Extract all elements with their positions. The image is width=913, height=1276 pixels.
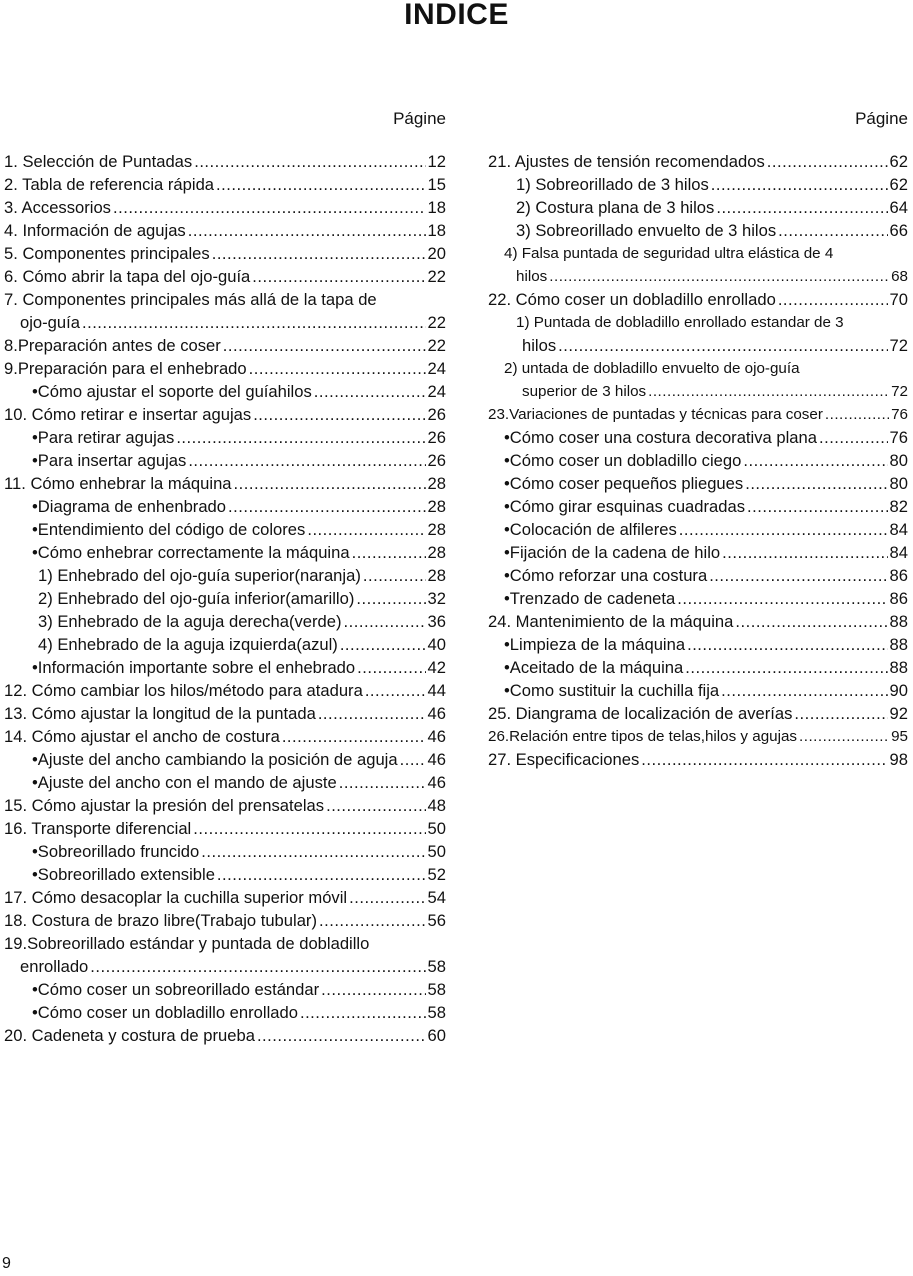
toc-entry-title: 2) Costura plana de 3 hilos	[516, 198, 715, 217]
toc-entry-page: 46	[427, 727, 446, 746]
dot-leader	[722, 541, 887, 564]
dot-leader	[228, 495, 426, 518]
toc-entry-page: 28	[427, 566, 446, 585]
dot-leader	[194, 150, 425, 173]
toc-entry-title: 15. Cómo ajustar la presión del prensatelas	[4, 796, 325, 815]
toc-entry-title: •Diagrama de enhenbrado	[32, 497, 227, 516]
dot-leader	[90, 955, 425, 978]
toc-entry-page: 28	[427, 474, 446, 493]
toc-entry-page: 68	[891, 268, 908, 285]
dot-leader	[314, 380, 426, 403]
toc-entry-page: 84	[889, 543, 908, 562]
toc-entry-title: 23.Variaciones de puntadas y técnicas para coser	[488, 406, 823, 423]
dot-leader	[365, 679, 426, 702]
dot-leader	[687, 633, 887, 656]
toc-right-column	[488, 108, 908, 771]
toc-entry-title: 2. Tabla de referencia rápida	[4, 175, 215, 194]
toc-entry-title: •Cómo ajustar el soporte del guíahilos	[32, 382, 312, 401]
toc-entry-title: 25. Diangrama de localización de averías	[488, 704, 793, 723]
toc-entry-title: 13. Cómo ajustar la longitud de la puntada	[4, 704, 316, 723]
toc-entry-title: •Cómo coser un sobreorillado estándar	[32, 980, 320, 999]
toc-entry	[488, 633, 908, 656]
dot-leader	[339, 771, 426, 794]
toc-entry-page: 26	[427, 405, 446, 424]
dot-leader	[357, 656, 425, 679]
toc-entry-page: 88	[889, 635, 908, 654]
toc-entry	[4, 610, 446, 633]
toc-entry-title: 3) Sobreorillado envuelto de 3 hilos	[516, 221, 777, 240]
toc-entry-page: 48	[427, 796, 446, 815]
toc-entry	[488, 564, 908, 587]
dot-leader	[188, 219, 426, 242]
toc-entry-page: 62	[889, 175, 908, 194]
dot-leader	[549, 265, 889, 288]
toc-entry-title: enrollado	[20, 957, 89, 976]
toc-entry-page: 56	[427, 911, 446, 930]
toc-entry-page: 88	[889, 612, 908, 631]
toc-entry-page: 12	[427, 152, 446, 171]
toc-entry-page: 50	[427, 842, 446, 861]
toc-entry-title: •Sobreorillado fruncido	[32, 842, 200, 861]
dot-leader	[319, 909, 426, 932]
toc-entry	[488, 357, 908, 380]
toc-entry	[488, 403, 908, 426]
toc-entry	[4, 587, 446, 610]
toc-left-entries	[4, 150, 446, 1047]
toc-entry	[4, 403, 446, 426]
toc-entry-page: 84	[889, 520, 908, 539]
toc-entry	[488, 725, 908, 748]
dot-leader	[685, 656, 887, 679]
toc-entry-page: 22	[427, 313, 446, 332]
toc-entry-title: 6. Cómo abrir la tapa del ojo-guía	[4, 267, 251, 286]
toc-entry-page: 28	[427, 497, 446, 516]
dot-leader	[363, 564, 426, 587]
toc-entry-page: 60	[427, 1026, 446, 1045]
toc-entry	[4, 909, 446, 932]
dot-leader	[212, 242, 426, 265]
dot-leader	[344, 610, 426, 633]
toc-entry	[4, 150, 446, 173]
dot-leader	[176, 426, 425, 449]
toc-entry-title: •Fijación de la cadena de hilo	[504, 543, 721, 562]
dot-leader	[223, 334, 426, 357]
toc-entry-title: •Ajuste del ancho cambiando la posición de aguja	[32, 750, 398, 769]
toc-entry	[4, 1024, 446, 1047]
toc-entry-title: •Entendimiento del código de colores	[32, 520, 306, 539]
dot-leader	[217, 863, 426, 886]
toc-entry	[4, 173, 446, 196]
toc-entry-title: 20. Cadeneta y costura de prueba	[4, 1026, 255, 1045]
toc-entry-page: 36	[427, 612, 446, 631]
toc-entry-page: 46	[427, 704, 446, 723]
dot-leader	[356, 587, 425, 610]
toc-entry-title: •Para insertar agujas	[32, 451, 187, 470]
toc-entry-title: 26.Relación entre tipos de telas,hilos y agujas	[488, 728, 798, 745]
toc-entry-page: 54	[427, 888, 446, 907]
toc-entry-title: •Cómo reforzar una costura	[504, 566, 708, 585]
page-column-header: Págine	[855, 109, 908, 128]
toc-entry-title: 14. Cómo ajustar el ancho de costura	[4, 727, 280, 746]
toc-entry	[4, 633, 446, 656]
dot-leader	[558, 334, 887, 357]
toc-entry	[4, 288, 446, 311]
toc-right-entries	[488, 150, 908, 771]
toc-entry	[488, 587, 908, 610]
dot-leader	[745, 472, 887, 495]
toc-entry	[4, 426, 446, 449]
toc-entry	[4, 725, 446, 748]
toc-entry	[4, 334, 446, 357]
dot-leader	[188, 449, 425, 472]
toc-entry-page: 52	[427, 865, 446, 884]
toc-entry-page: 40	[427, 635, 446, 654]
toc-entry-page: 92	[889, 704, 908, 723]
toc-entry	[4, 541, 446, 564]
toc-entry	[488, 311, 908, 334]
dot-leader	[767, 150, 888, 173]
toc-entry-page: 26	[427, 428, 446, 447]
toc-entry	[488, 219, 908, 242]
toc-entry-title: 1) Enhebrado del ojo-guía superior(naranja)	[38, 566, 361, 585]
toc-entry-page: 46	[427, 773, 446, 792]
toc-entry	[4, 311, 446, 334]
toc-entry-title: •Cómo coser un dobladillo ciego	[504, 451, 742, 470]
toc-entry	[488, 495, 908, 518]
toc-entry-page: 72	[891, 383, 908, 400]
toc-entry	[4, 817, 446, 840]
dot-leader	[253, 403, 425, 426]
dot-leader	[735, 610, 887, 633]
toc-entry	[488, 173, 908, 196]
toc-entry	[488, 265, 908, 288]
toc-entry-page: 22	[427, 267, 446, 286]
dot-leader	[743, 449, 887, 472]
page-column-header: Págine	[393, 109, 446, 128]
toc-entry	[4, 518, 446, 541]
dot-leader	[82, 311, 426, 334]
dot-leader	[677, 587, 887, 610]
toc-entry	[488, 518, 908, 541]
toc-entry-title: 16. Transporte diferencial	[4, 819, 192, 838]
toc-entry-title: •Como sustituir la cuchilla fija	[504, 681, 720, 700]
toc-entry-title: 10. Cómo retirar e insertar agujas	[4, 405, 252, 424]
toc-entry	[4, 449, 446, 472]
toc-entry	[4, 380, 446, 403]
toc-entry	[4, 771, 446, 794]
toc-entry-page: 95	[891, 728, 908, 745]
toc-entry-page: 32	[427, 589, 446, 608]
toc-entry	[4, 656, 446, 679]
dot-leader	[352, 541, 426, 564]
toc-entry	[4, 357, 446, 380]
toc-entry-page: 72	[889, 336, 908, 355]
toc-entry-title: 19.Sobreorillado estándar y puntada de dobladillo	[4, 934, 370, 953]
dot-leader	[300, 1001, 426, 1024]
toc-entry-title: 2) untada de dobladillo envuelto de ojo-guía	[504, 360, 800, 377]
toc-entry-title: 4. Información de agujas	[4, 221, 186, 240]
toc-entry-title: 5. Componentes principales	[4, 244, 210, 263]
page-title: INDICE	[404, 0, 509, 31]
toc-entry-title: ojo-guía	[20, 313, 80, 332]
toc-entry-title: 4) Enhebrado de la aguja izquierda(azul)	[38, 635, 338, 654]
toc-entry-title: 3) Enhebrado de la aguja derecha(verde)	[38, 612, 342, 631]
toc-entry-title: •Información importante sobre el enhebrado	[32, 658, 356, 677]
toc-entry-page: 26	[427, 451, 446, 470]
toc-entry-title: 9.Preparación para el enhebrado	[4, 359, 247, 378]
toc-entry-title: 1. Selección de Puntadas	[4, 152, 193, 171]
dot-leader	[819, 426, 888, 449]
dot-leader	[716, 196, 887, 219]
toc-entry-title: •Colocación de alfileres	[504, 520, 677, 539]
toc-entry	[488, 656, 908, 679]
toc-entry-title: 22. Cómo coser un dobladillo enrollado	[488, 290, 776, 309]
toc-entry	[488, 472, 908, 495]
dot-leader	[282, 725, 426, 748]
toc-entry-page: 58	[427, 980, 446, 999]
toc-entry	[4, 702, 446, 725]
toc-entry-page: 64	[889, 198, 908, 217]
toc-entry-page: 28	[427, 543, 446, 562]
dot-leader	[113, 196, 426, 219]
toc-entry-page: 15	[427, 175, 446, 194]
dot-leader	[307, 518, 425, 541]
toc-entry	[488, 380, 908, 403]
toc-entry	[488, 449, 908, 472]
toc-entry-title: 17. Cómo desacoplar la cuchilla superior móvil	[4, 888, 348, 907]
dot-leader	[400, 748, 426, 771]
toc-entry-page: 18	[427, 221, 446, 240]
dot-leader	[234, 472, 426, 495]
toc-entry	[4, 794, 446, 817]
toc-entry	[4, 840, 446, 863]
toc-entry	[4, 679, 446, 702]
toc-entry-page: 18	[427, 198, 446, 217]
toc-entry	[4, 495, 446, 518]
toc-entry-page: 76	[889, 428, 908, 447]
dot-leader	[318, 702, 426, 725]
toc-entry-title: •Sobreorillado extensible	[32, 865, 215, 884]
dot-leader	[216, 173, 426, 196]
dot-leader	[794, 702, 887, 725]
dot-leader	[249, 357, 426, 380]
toc-entry-title: 27. Especificaciones	[488, 750, 640, 769]
toc-entry-title: •Cómo coser pequeños pliegues	[504, 474, 744, 493]
page-number: 9	[2, 1255, 11, 1272]
toc-entry	[488, 610, 908, 633]
toc-entry	[4, 1001, 446, 1024]
toc-entry-title: •Para retirar agujas	[32, 428, 175, 447]
toc-entry-page: 62	[889, 152, 908, 171]
toc-entry-page: 58	[427, 957, 446, 976]
dot-leader	[201, 840, 425, 863]
toc-entry-title: 18. Costura de brazo libre(Trabajo tubular)	[4, 911, 317, 930]
dot-leader	[326, 794, 425, 817]
toc-entry-page: 24	[427, 359, 446, 378]
toc-entry	[488, 150, 908, 173]
toc-entry-title: 2) Enhebrado del ojo-guía inferior(amarillo)	[38, 589, 355, 608]
toc-entry	[488, 288, 908, 311]
toc-entry-title: •Trenzado de cadeneta	[504, 589, 676, 608]
dot-leader	[340, 633, 426, 656]
toc-entry-title: 21. Ajustes de tensión recomendados	[488, 152, 765, 171]
toc-entry-title: •Cómo coser un dobladillo enrollado	[32, 1003, 298, 1022]
toc-entry-page: 50	[427, 819, 446, 838]
toc-entry-page: 80	[889, 451, 908, 470]
dot-leader	[747, 495, 888, 518]
dot-leader	[778, 219, 887, 242]
toc-entry-page: 98	[889, 750, 908, 769]
toc-entry-page: 80	[889, 474, 908, 493]
toc-entry	[4, 196, 446, 219]
toc-entry	[488, 242, 908, 265]
toc-entry-page: 86	[889, 566, 908, 585]
toc-entry-page: 20	[427, 244, 446, 263]
toc-entry-title: 1) Puntada de dobladillo enrollado estandar de 3	[516, 314, 844, 331]
toc-entry-page: 24	[427, 382, 446, 401]
dot-leader	[193, 817, 425, 840]
dot-leader	[721, 679, 887, 702]
toc-entry-title: 1) Sobreorillado de 3 hilos	[516, 175, 709, 194]
toc-entry	[4, 932, 446, 955]
toc-entry-title: •Limpieza de la máquina	[504, 635, 686, 654]
toc-entry	[4, 978, 446, 1001]
toc-entry	[4, 886, 446, 909]
toc-entry-title: 7. Componentes principales más allá de la tapa de	[4, 290, 377, 309]
dot-leader	[641, 748, 887, 771]
dot-leader	[321, 978, 425, 1001]
toc-entry-title: 24. Mantenimiento de la máquina	[488, 612, 734, 631]
toc-entry-page: 90	[889, 681, 908, 700]
toc-entry-title: 12. Cómo cambiar los hilos/método para atadura	[4, 681, 363, 700]
dot-leader	[349, 886, 425, 909]
dot-leader	[799, 725, 889, 748]
toc-entry-page: 42	[427, 658, 446, 677]
toc-entry-page: 66	[889, 221, 908, 240]
toc-entry	[488, 334, 908, 357]
dot-leader	[648, 380, 889, 403]
toc-entry-title: •Ajuste del ancho con el mando de ajuste	[32, 773, 337, 792]
toc-entry	[4, 265, 446, 288]
toc-entry-title: hilos	[516, 268, 548, 285]
toc-entry-page: 46	[427, 750, 446, 769]
toc-entry-title: hilos	[522, 336, 557, 355]
dot-leader	[711, 173, 888, 196]
toc-entry	[488, 541, 908, 564]
toc-entry-page: 70	[889, 290, 908, 309]
toc-entry	[4, 564, 446, 587]
dot-leader	[252, 265, 425, 288]
toc-entry	[488, 702, 908, 725]
toc-entry-title: 3. Accessorios	[4, 198, 111, 217]
toc-left-column	[4, 108, 446, 1047]
toc-entry	[4, 219, 446, 242]
toc-entry-page: 28	[427, 520, 446, 539]
dot-leader	[257, 1024, 426, 1047]
toc-entry-title: 4) Falsa puntada de seguridad ultra elástica de 4	[504, 245, 834, 262]
toc-entry	[4, 748, 446, 771]
toc-entry-title: 8.Preparación antes de coser	[4, 336, 221, 355]
toc-entry	[4, 242, 446, 265]
toc-entry-page: 22	[427, 336, 446, 355]
toc-entry	[4, 955, 446, 978]
toc-entry-page: 58	[427, 1003, 446, 1022]
dot-leader	[709, 564, 887, 587]
toc-entry-page: 82	[889, 497, 908, 516]
toc-entry-title: superior de 3 hilos	[522, 383, 647, 400]
toc-entry-page: 88	[889, 658, 908, 677]
toc-entry-title: •Cómo girar esquinas cuadradas	[504, 497, 746, 516]
dot-leader	[778, 288, 888, 311]
dot-leader	[825, 403, 889, 426]
toc-entry	[488, 426, 908, 449]
toc-entry	[488, 679, 908, 702]
toc-entry	[4, 472, 446, 495]
toc-entry	[488, 196, 908, 219]
toc-entry-title: •Cómo coser una costura decorativa plana	[504, 428, 817, 447]
toc-entry-page: 86	[889, 589, 908, 608]
toc-entry	[488, 748, 908, 771]
toc-entry-title: •Cómo enhebrar correctamente la máquina	[32, 543, 350, 562]
toc-entry-page: 44	[427, 681, 446, 700]
toc-entry	[4, 863, 446, 886]
dot-leader	[679, 518, 888, 541]
toc-entry-title: 11. Cómo enhebrar la máquina	[4, 474, 232, 493]
toc-entry-title: •Aceitado de la máquina	[504, 658, 684, 677]
toc-entry-page: 76	[891, 406, 908, 423]
